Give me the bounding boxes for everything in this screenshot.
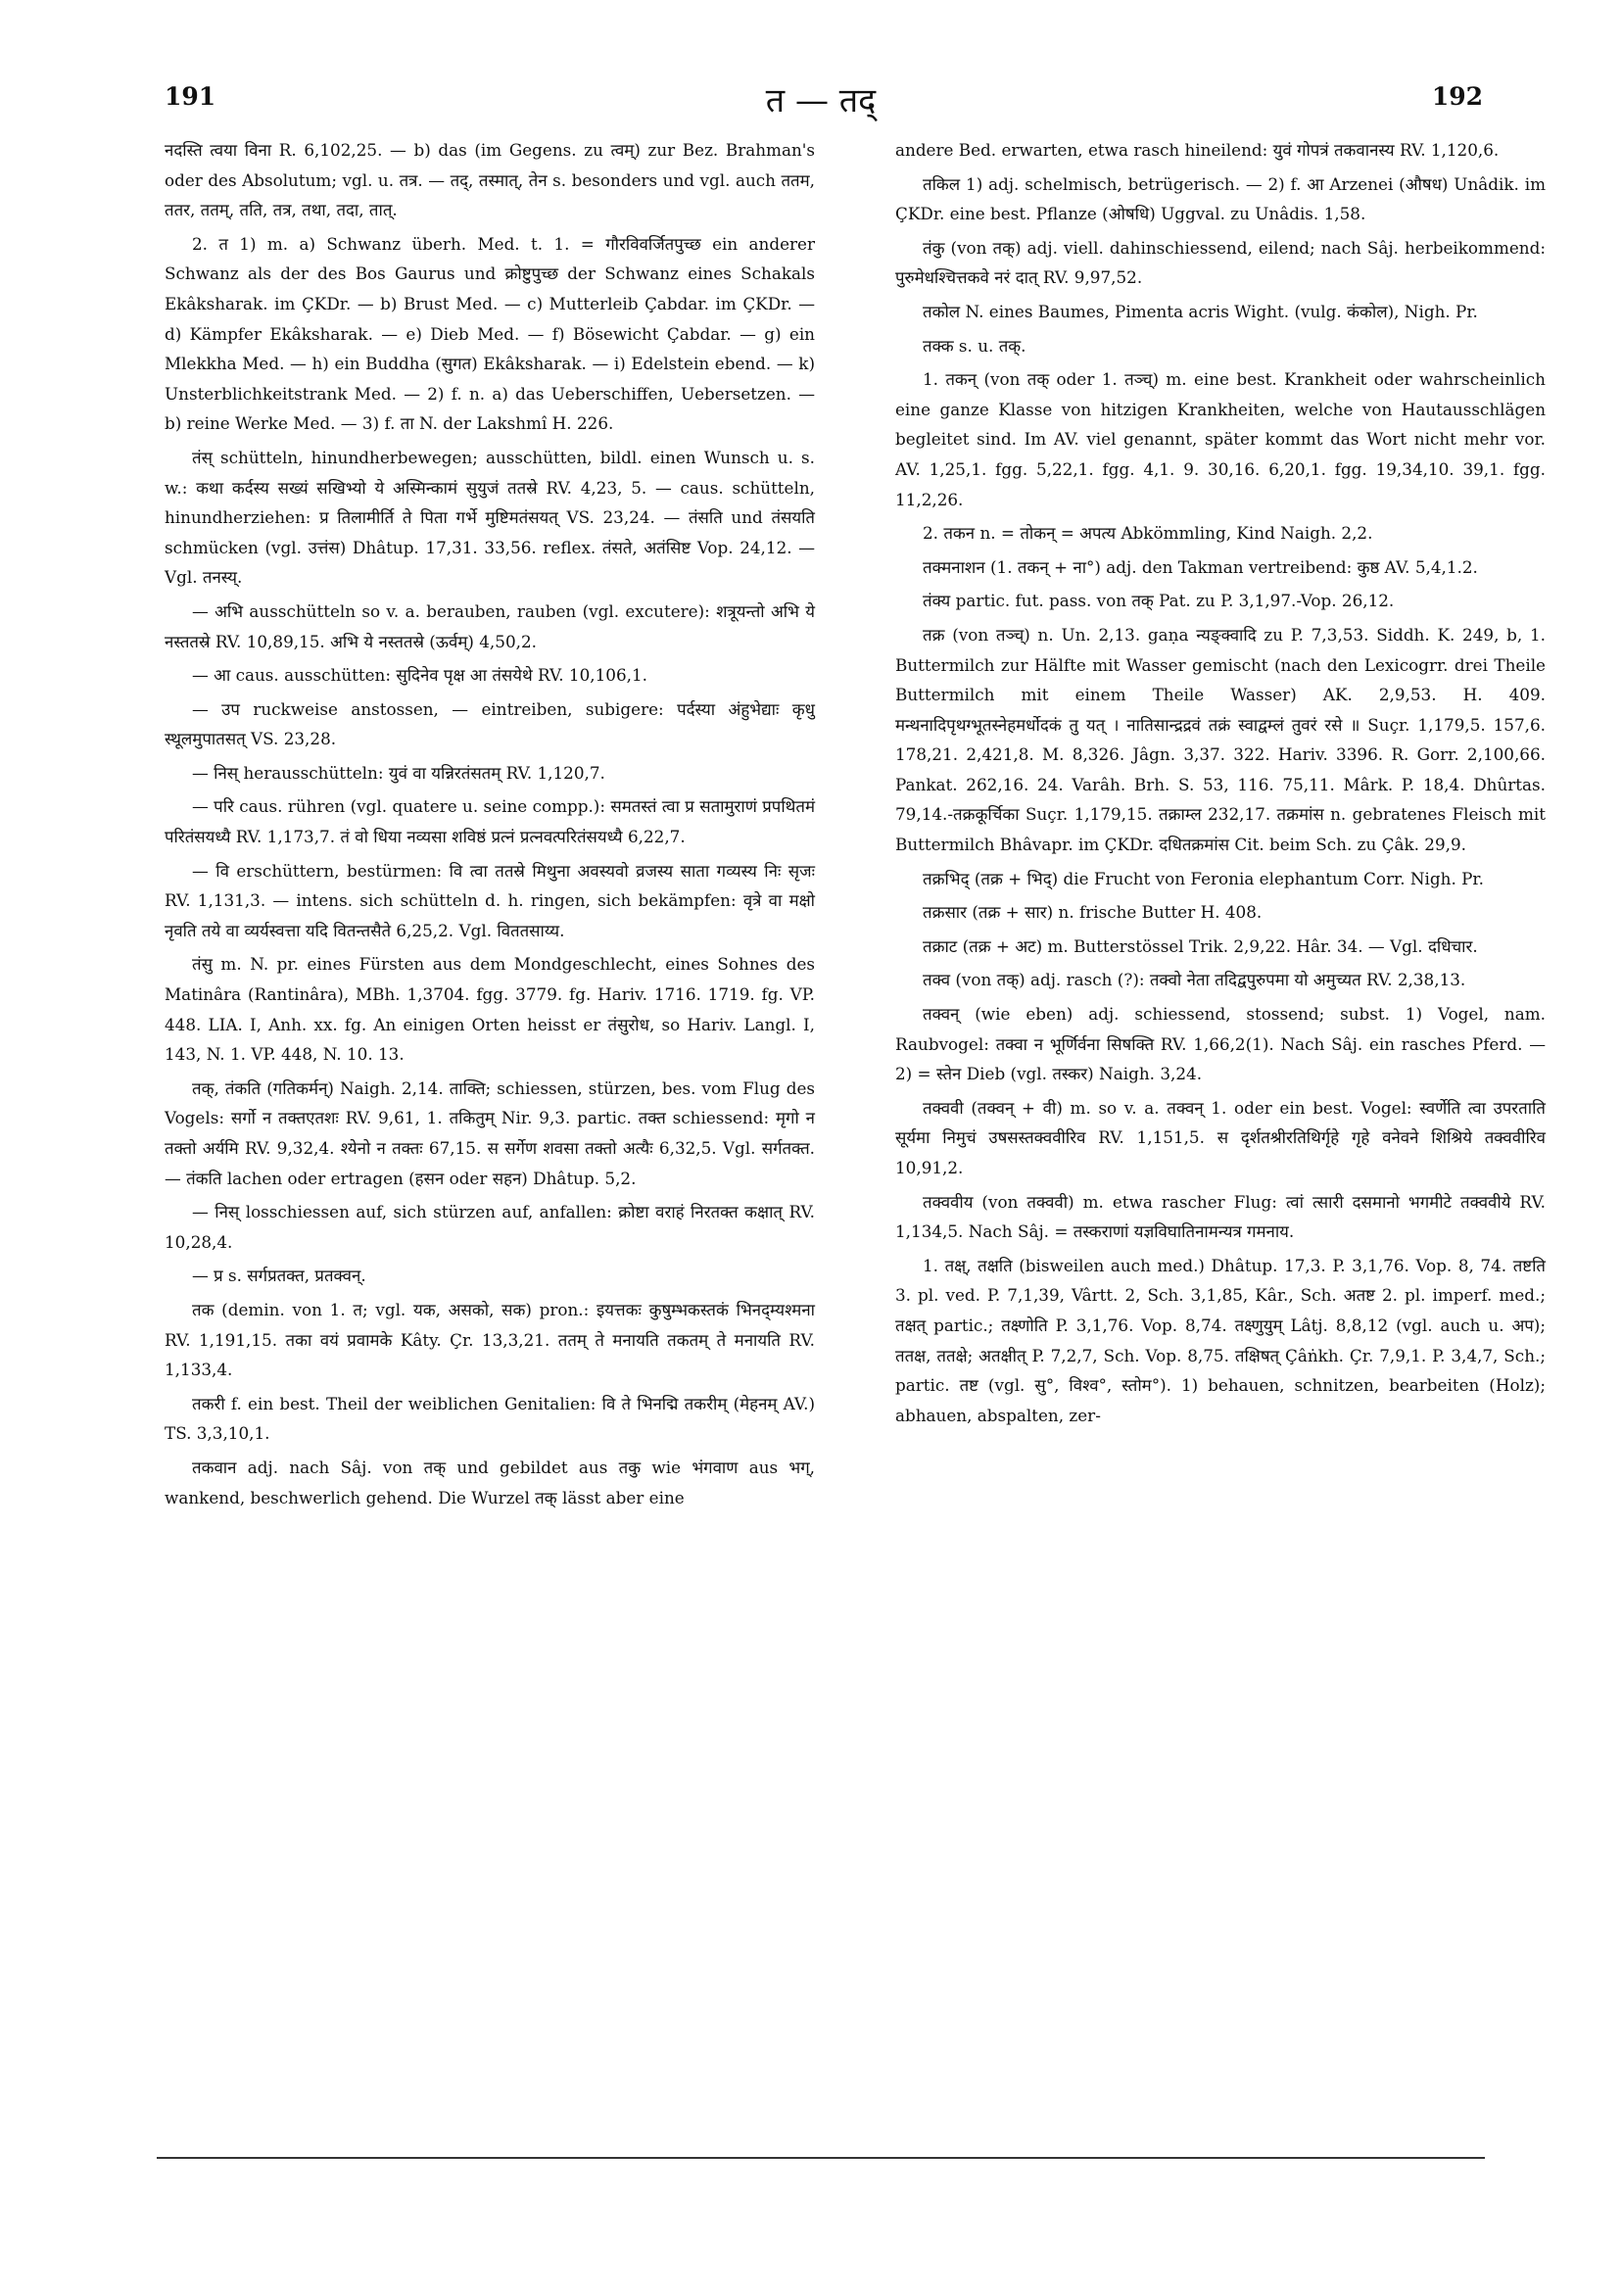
dictionary-entry: तक्ववीय (von तक्ववी) m. etwa rascher Flug: त्वां त्सारी दसमानो भगमीटे तक्ववीये RV. 1,134,5. Nach Sâj. = तस्कराणां यज्ञविघातिनामन्यत्र गमनाय. bbox=[895, 1191, 1546, 1242]
dictionary-entry: तक्र (von तञ्च्) n. Un. 2,13. gaṇa न्यङ्क्वादि zu P. 7,3,53. Siddh. K. 249, b, 1. Buttermilch zur Hälfte mit Wasser gemischt (nach den Lexicogrr. drei Theile Buttermilch mit einem Theile Wasser) AK. 2,9,53. H. 409. मन्थनादिपृथग्भूतस्नेहमर्धोदकं तु यत् । नातिसान्द्रद्रवं तक्रं स्वाद्वम्लं तुवरं रसे ॥ Suçr. 1,179,5. 157,6. 178,21. 2,421,8. M. 8,326. Jâgn. 3,37. 322. Hariv. 3396. R. Gorr. 2,100,66. Pankat. 262,16. 24. Varâh. Brh. S. 53, 116. 75,11. Mârk. P. 18,4. Dhûrtas. 79,14.-तक्रकूर्चिका Suçr. 1,179,15. तक्राम्ल 232,17. तक्रमांस n. gebratenes Fleisch mit Buttermilch Bhâvapr. im ÇKDr. दधितक्रमांस Cit. beim Sch. zu Çâk. 29,9. bbox=[895, 624, 1546, 855]
dictionary-entry: तक्वन् (wie eben) adj. schiessend, stossend; subst. 1) Vogel, nam. Raubvogel: तक्वा न भूर्णिर्वना सिषक्ति RV. 1,66,2(1). Nach Sâj. ein rasches Pferd. — 2) = स्तेन Dieb (vgl. तस्कर) Naigh. 3,24. bbox=[895, 1004, 1546, 1084]
dictionary-entry: andere Bed. erwarten, etwa rasch hineilend: युवं गोपत्रं तकवानस्य RV. 1,120,6. bbox=[895, 140, 1500, 160]
right-column bbox=[895, 135, 1546, 1434]
dictionary-entry: 2. त 1) m. a) Schwanz überh. Med. t. 1. = गौरविवर्जितपुच्छ ein anderer Schwanz als der des Bos Gaurus und क्रोष्टुपुच्छ der Schwanz eines Schakals Ekâksharak. im ÇKDr. — b) Brust Med. — c) Mutterleib Çabdar. im ÇKDr. — d) Kämpfer Ekâksharak. — e) Dieb Med. — f) Bösewicht Çabdar. — g) ein Mlekkha Med. — h) ein Buddha (सुगत) Ekâksharak. — i) Edelstein ebend. — k) Unsterblichkeitstrank Med. — 2) f. n. a) das Ueberschiffen, Uebersetzen. — b) reine Werke Med. — 3) f. ता N. der Lakshmî H. 226. bbox=[165, 233, 815, 434]
dictionary-entry: तकोल N. eines Baumes, Pimenta acris Wight. (vulg. कंकोल), Nigh. Pr. bbox=[923, 301, 1478, 321]
dictionary-entry: तक्ववी (तक्वन् + वी) m. so v. a. तक्वन् 1. oder ein best. Vogel: स्वर्णेति त्वा उपरताति सूर्यमा निमुचं उषसस्तक्ववीरिव RV. 1,151,5. स दृर्शतश्रीरतिथिर्गृहे गृहे वनेवने शिश्रिये तक्ववीरिव 10,91,2. bbox=[895, 1097, 1546, 1177]
left-column bbox=[165, 135, 815, 1516]
left-page-number: 191 bbox=[165, 82, 216, 111]
running-headword: त — तद् bbox=[765, 81, 877, 120]
dictionary-entry: — उप ruckweise anstossen, — eintreiben, subigere: पर्दस्या अंहुभेद्याः कृधु स्थूलमुपातसत् VS. 23,28. bbox=[165, 698, 815, 749]
dictionary-entry: तंस् schütteln, hinundherbewegen; ausschütten, bildl. einen Wunsch u. s. w.: कथा कर्दस्य सख्यं सखिभ्यो ये अस्मिन्कामं सुयुजं ततस्रे RV. 4,23, 5. — caus. schütteln, hinundherziehen: प्र तिलामीर्ति ते पिता गर्भे मुष्टिमतंसयत् VS. 23,24. — तंसति und तंसयति schmücken (vgl. उत्तंस) Dhâtup. 17,31. 33,56. reflex. तंसते, अतंसिष्ट Vop. 24,12. — Vgl. तनस्य्. bbox=[165, 447, 815, 588]
dictionary-entry: तकिल 1) adj. schelmisch, betrügerisch. — 2) f. आ Arzenei (औषध) Unâdik. im ÇKDr. eine best. Pflanze (ओषधि) Uggval. zu Unâdis. 1,58. bbox=[895, 173, 1546, 224]
dictionary-entry: — आ caus. ausschütten: सुदिनेव पृक्ष आ तंसयेथे RV. 10,106,1. bbox=[192, 665, 647, 686]
dictionary-entry: — प्र s. सर्गप्रतक्त, प्रतक्वन्. bbox=[192, 1266, 366, 1286]
bottom-rule bbox=[157, 2157, 1485, 2159]
dictionary-entry: तक्, तंकति (गतिकर्मन्) Naigh. 2,14. ताक्ति; schiessen, stürzen, bes. vom Flug des Vogels: सर्गो न तक्तएतशः RV. 9,61, 1. तकितुम् Nir. 9,3. partic. तक्त schiessend: मृगो न तक्तो अर्यमि RV. 9,32,4. श्येनो न तक्तः 67,15. स सर्गेण शवसा तक्तो अत्यैः 6,32,5. Vgl. सर्गतक्त. — तंकति lachen oder ertragen (हसन oder सहन) Dhâtup. 5,2. bbox=[165, 1077, 815, 1188]
page-header bbox=[157, 82, 1485, 121]
dictionary-entry: तक (demin. von 1. त; vgl. यक, असको, सक) pron.: इयत्तकः कुषुम्भकस्तकं भिनद्म्यश्मना RV. 1,191,15. तका वयं प्रवामके Kâty. Çr. 13,3,21. ततम् ते मनायति तकतम् ते मनायति RV. 1,133,4. bbox=[165, 1299, 815, 1380]
dictionary-entry: 2. तकन n. = तोकन् = अपत्य Abkömmling, Kind Naigh. 2,2. bbox=[923, 523, 1373, 544]
dictionary-entry: 1. तकन् (von तक् oder 1. तञ्च्) m. eine best. Krankheit oder wahrscheinlich eine ganze Klasse von hitzigen Krankheiten, welche von Hautausschlägen begleitet sind. Im AV. viel genannt, später kommt das Wort nicht mehr vor. AV. 1,25,1. fgg. 5,22,1. fgg. 4,1. 9. 30,16. 6,20,1. fgg. 19,34,10. 39,1. fgg. 11,2,26. bbox=[895, 369, 1546, 509]
dictionary-entry: नदस्ति त्वया विना R. 6,102,25. — b) das (im Gegens. zu त्वम्) zur Bez. Brahman's oder des Absolutum; vgl. u. तत्र. — तद्, तस्मात्, तेन s. besonders und vgl. auch ततम, ततर, ततम्, तति, तत्र, तथा, तदा, तात्. bbox=[165, 140, 815, 220]
right-page-number: 192 bbox=[1431, 82, 1483, 111]
dictionary-entry: तंकु (von तक्) adj. viell. dahinschiessend, eilend; nach Sâj. herbeikommend: पुरुमेधश्चित्तकवे नरं दात् RV. 9,97,52. bbox=[895, 237, 1546, 288]
dictionary-entry: तक्राट (तक्र + अट) m. Butterstössel Trik. 2,9,22. Hâr. 34. — Vgl. दधिचार. bbox=[923, 935, 1478, 956]
dictionary-entry: 1. तक्ष्, तक्षति (bisweilen auch med.) Dhâtup. 17,3. P. 3,1,76. Vop. 8, 74. तष्टति 3. pl. ved. P. 7,1,39, Vârtt. 2, Sch. 3,1,85, Kâr., Sch. अतष्ट 2. pl. imperf. med.; तक्षत् partic.; तक्ष्णोति P. 3,1,76. Vop. 8,74. तक्ष्णुयुम् Lâtj. 8,8,12 (vgl. auch u. अप); ततक्ष, ततक्षे; अतक्षीत् P. 7,2,7, Sch. Vop. 8,75. तक्षिषत् Çâṅkh. Çr. 7,9,1. P. 3,4,7, Sch.; partic. तष्ट (vgl. सु°, विश्व°, स्तोम°). 1) behauen, schnitzen, bearbeiten (Holz); abhauen, abspalten, zer- bbox=[895, 1255, 1546, 1425]
dictionary-entry: तंक्य partic. fut. pass. von तक् Pat. zu P. 3,1,97.-Vop. 26,12. bbox=[923, 591, 1395, 611]
dictionary-entry: तक्क s. u. तक्. bbox=[923, 335, 1026, 356]
dictionary-entry: तक्रभिद् (तक्र + भिद्) die Frucht von Feronia elephantum Corr. Nigh. Pr. bbox=[923, 868, 1484, 888]
dictionary-entry: — वि erschüttern, bestürmen: वि त्वा ततस्रे मिथुना अवस्यवो व्रजस्य साता गव्यस्य निः सृजः RV. 1,131,3. — intens. sich schütteln d. h. ringen, sich bekämpfen: वृत्रे वा मक्षो नृवति तये वा व्यर्यस्वत्ता यदि वितन्तसैते 6,25,2. Vgl. विततसाय्य. bbox=[165, 860, 815, 940]
dictionary-entry: — परि caus. rühren (vgl. quatere u. seine compp.): समतस्तं त्वा प्र सतामुराणं प्रपथितमं परितंसयध्यै RV. 1,173,7. तं वो धिया नव्यसा शविष्ठं प्रत्नं प्रत्नवत्परितंसयध्यै 6,22,7. bbox=[165, 796, 815, 847]
dictionary-entry: — निस् losschiessen auf, sich stürzen auf, anfallen: क्रोष्टा वराहं निरतक्त कक्षात् RV. 10,28,4. bbox=[165, 1202, 815, 1252]
dictionary-entry: तंसु m. N. pr. eines Fürsten aus dem Mondgeschlecht, eines Sohnes des Matinâra (Rantinâra), MBh. 1,3704. fgg. 3779. fg. Hariv. 1716. 1719. fg. VP. 448. LIA. I, Anh. xx. fg. An einigen Orten heisst er तंसुरोध, so Hariv. Langl. I, 143, N. 1. VP. 448, N. 10. 13. bbox=[165, 954, 815, 1065]
dictionary-entry: तकरी f. ein best. Theil der weiblichen Genitalien: वि ते भिनद्मि तकरीम् (मेहनम् AV.) TS. 3,3,10,1. bbox=[165, 1393, 815, 1444]
dictionary-entry: — अभि ausschütteln so v. a. berauben, rauben (vgl. excutere): शत्रूयन्तो अभि ये नस्ततस्रे RV. 10,89,15. अभि ये नस्ततस्रे (ऊर्वम्) 4,50,2. bbox=[165, 600, 815, 651]
dictionary-entry: तक्मनाशन (1. तकन् + ना°) adj. den Takman vertreibend: कुष्ठ AV. 5,4,1.2. bbox=[923, 556, 1478, 577]
dictionary-entry: तक्रसार (तक्र + सार) n. frische Butter H. 408. bbox=[923, 902, 1263, 923]
dictionary-entry: तक्व (von तक्) adj. rasch (?): तक्वो नेता तदिद्वपुरुपमा यो अमुच्यत RV. 2,38,13. bbox=[923, 970, 1466, 990]
dictionary-entry: — निस् herausschütteln: युवं वा यन्निरतंसतम् RV. 1,120,7. bbox=[192, 762, 605, 783]
dictionary-entry: तकवान adj. nach Sâj. von तक् und gebildet aus तकु wie भंगवाण aus भग्, wankend, beschwerlich gehend. Die Wurzel तक् lässt aber eine bbox=[165, 1457, 815, 1507]
